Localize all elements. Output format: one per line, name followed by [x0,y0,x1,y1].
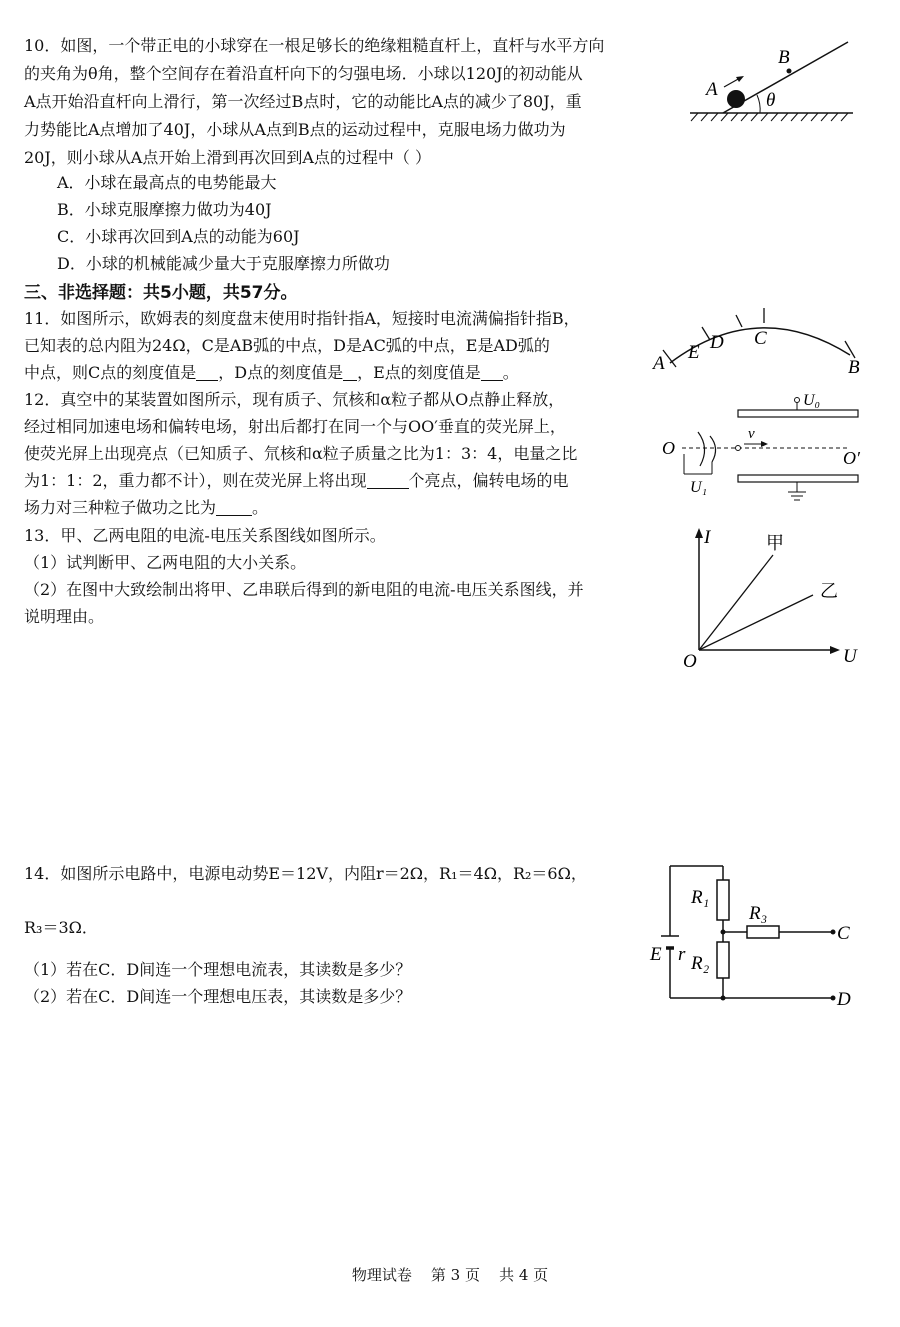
q14-label-r: r [678,944,686,965]
q14-label-r2: R₂ [691,953,710,974]
q12-line-5-part-b: 。 [252,498,269,517]
q13-line-3: （2）在图中大致绘制出将甲、乙串联后得到的新电阻的电流-电压关系图线，并 [24,580,584,599]
q10-option-d: D．小球的机械能减少量大于克服摩擦力所做功 [57,254,390,273]
q11-line-3 [24,360,519,386]
q12-line-2: 经过相同加速电场和偏转电场，射出后都打在同一个与OO′垂直的荧光屏上， [24,417,566,436]
q13-iu-graph [680,525,865,673]
q14-label-r1: R₁ [691,887,710,908]
q12-label-o-prime: O′ [843,448,860,468]
q13-line-yi [699,595,813,650]
q11-line-3-part-c: ，E点的刻度值是 [357,363,481,382]
q12-line-4-part-a: 为1：1：2，重力都不计），则在荧光屏上将出现 [24,471,367,490]
q11-label-e: E [688,342,700,363]
q14-label-c: C [837,923,850,944]
q14-circuit-diagram [645,858,860,1013]
q10-line-3: A点开始沿直杆向上滑行，第一次经过B点时，它的动能比A点的减少了80J，重 [24,92,582,111]
q11-line-3-part-d: 。 [502,363,519,382]
q14-line-3: （1）若在C．D间连一个理想电流表，其读数是多少？ [24,960,412,979]
q13-axis-u: U [843,646,857,667]
q12-label-v: v [748,426,755,442]
q12-line-5-part-a: 场力对三种粒子做功之比为 [24,498,217,517]
q12-blank-count[interactable] [367,470,409,489]
q12-line-3: 使荧光屏上出现亮点（已知质子、氘核和α粒子质量之比为1：3：4，电量之比 [24,444,578,463]
q14-label-e: E [650,944,662,965]
q10-label-a: A [706,79,718,100]
q13-axis-i: I [704,527,711,548]
q14-label-d: D [837,989,851,1010]
q12-label-u1: U₁ [690,479,708,496]
q11-blank-c[interactable] [196,362,218,381]
q12-line-4 [24,468,569,494]
q13-label-jia: 甲 [766,533,784,553]
q14-label-r3: R₃ [749,903,768,924]
q12-label-u0: U₀ [803,392,821,409]
q13-line-2: （1）试判断甲、乙两电阻的大小关系。 [24,553,307,572]
page-footer: 物理试卷 第 3 页 共 4 页 [351,1266,549,1284]
section-header: 三、非选择题：共5小题，共57分。 [24,283,298,303]
q14-line-1: 14．如图所示电路中，电源电动势E＝12V，内阻r＝2Ω，R₁＝4Ω，R₂＝6Ω， [24,864,587,883]
q10-option-a: A．小球在最高点的电势能最大 [57,173,277,192]
q11-label-a: A [653,353,665,374]
q10-line-5: 20J，则小球从A点开始上滑到再次回到A点的过程中（ ） [24,148,431,167]
q11-line-3-part-a: 中点，则C点的刻度值是 [24,363,197,382]
q13-origin: O [683,651,697,672]
q10-label-b: B [778,47,790,68]
q13-line-1: 13．甲、乙两电阻的电流-电压关系图线如图所示。 [24,526,386,545]
q10-line-4: 力势能比A点增加了40J，小球从A点到B点的运动过程中，克服电场力做功为 [24,120,566,139]
q12-accelerator-figure [660,388,870,503]
q11-line-2: 已知表的总内阻为24Ω，C是AB弧的中点，D是AC弧的中点，E是AD弧的 [24,336,550,355]
q11-label-c: C [754,328,767,349]
q10-line-1: 10．如图，一个带正电的小球穿在一根足够长的绝缘粗糙直杆上，直杆与水平方向 [24,36,605,55]
q13-line-4: 说明理由。 [24,607,105,626]
q10-line-2: 的夹角为θ角，整个空间存在着沿直杆向下的匀强电场．小球以120J的初动能从 [24,64,583,83]
q10-incline-figure [688,35,858,130]
q11-blank-e[interactable] [481,362,503,381]
q10-label-theta: θ [766,90,776,111]
q11-label-d: D [710,332,724,353]
q13-line-jia [699,555,773,650]
q11-ohmmeter-dial-figure [650,305,870,380]
q13-label-yi: 乙 [820,581,838,601]
q12-line-5 [24,495,268,521]
q12-line-1: 12．真空中的某装置如图所示，现有质子、氘核和α粒子都从O点静止释放， [24,390,565,409]
q14-line-2: R₃＝3Ω． [24,918,98,937]
q11-label-b: B [848,357,860,378]
q14-line-4: （2）若在C．D间连一个理想电压表，其读数是多少？ [24,987,412,1006]
q10-option-b: B．小球克服摩擦力做功为40J [57,200,272,219]
q12-blank-ratio[interactable] [216,497,252,516]
q11-blank-d[interactable] [343,362,357,381]
q12-label-o: O [662,438,675,458]
q10-option-c: C．小球再次回到A点的动能为60J [57,227,300,246]
q11-line-3-part-b: ，D点的刻度值是 [218,363,344,382]
q12-line-4-part-b: 个亮点，偏转电场的电 [408,471,569,490]
q11-line-1: 11．如图所示，欧姆表的刻度盘末使用时指针指A，短接时电流满偏指针指B， [24,309,580,328]
